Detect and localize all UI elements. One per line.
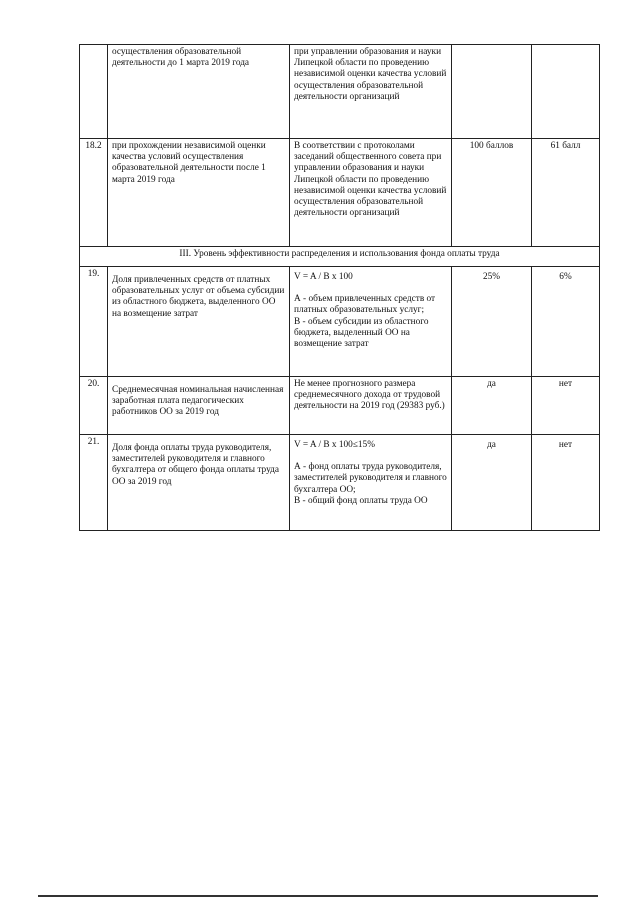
indicator-cell: осуществления образовательной деятельности до 1 марта 2019 года bbox=[108, 45, 290, 139]
target-cell: да bbox=[452, 435, 532, 531]
method-cell bbox=[290, 435, 452, 531]
table-row bbox=[80, 377, 600, 435]
target-cell: да bbox=[452, 377, 532, 435]
indicator-cell: Доля привлеченных средств от платных образовательных услуг от объема субсидии из областного бюджета, выделенного ОО на возмещение затрат bbox=[108, 267, 290, 377]
method-formula: V = A / B x 100 bbox=[294, 272, 353, 282]
method-line: А - объем привлеченных средств от платных образовательных услуг; bbox=[294, 294, 436, 316]
section-heading: III. Уровень эффективности распределения и использования фонда оплаты труда bbox=[80, 247, 600, 267]
method-line: В - общий фонд оплаты труда ОО bbox=[294, 495, 428, 506]
method-cell bbox=[290, 267, 452, 377]
actual-cell: нет bbox=[532, 377, 600, 435]
actual-cell: 61 балл bbox=[532, 139, 600, 247]
row-number: 18.2 bbox=[80, 139, 108, 247]
row-number: 21. bbox=[80, 435, 108, 531]
target-cell: 100 баллов bbox=[452, 139, 532, 247]
method-cell bbox=[290, 377, 452, 435]
indicator-cell: Среднемесячная номинальная начисленная заработная плата педагогических работников ОО за 2019 год bbox=[108, 377, 290, 435]
page-bottom-rule bbox=[38, 895, 598, 897]
table-row bbox=[80, 435, 600, 531]
actual-cell bbox=[532, 45, 600, 139]
method-line: при управлении образования и науки Липецкой области по проведению независимой оценки качества условий осуществления образовательной деятельности организаций bbox=[294, 47, 447, 102]
actual-cell: нет bbox=[532, 435, 600, 531]
table-row bbox=[80, 45, 600, 139]
row-number bbox=[80, 45, 108, 139]
method-line: Не менее прогнозного размера среднемесячного дохода от трудовой деятельности на 2019 год (29383 руб.) bbox=[294, 379, 445, 412]
method-spacer bbox=[294, 283, 447, 294]
actual-cell: 6% bbox=[532, 267, 600, 377]
target-cell: 25% bbox=[452, 267, 532, 377]
indicators-table bbox=[79, 44, 600, 531]
section-row bbox=[80, 247, 600, 267]
method-formula: V = A / B x 100≤15% bbox=[294, 440, 375, 450]
indicator-cell: при прохождении независимой оценки качества условий осуществления образовательной деятельности после 1 марта 2019 года bbox=[108, 139, 290, 247]
method-cell bbox=[290, 139, 452, 247]
row-number: 20. bbox=[80, 377, 108, 435]
indicator-cell: Доля фонда оплаты труда руководителя, заместителей руководителя и главного бухгалтера от общего фонда оплаты труда ОО за 2019 год bbox=[108, 435, 290, 531]
method-line: А - фонд оплаты труда руководителя, заместителей руководителя и главного бухгалтера ОО; bbox=[294, 462, 447, 495]
method-line: В соответствии с протоколами заседаний общественного совета при управлении образования и науки Липецкой области по проведению независимой оценки качества условий осуществления образовательной деятельности организаций bbox=[294, 141, 447, 219]
method-cell bbox=[290, 45, 452, 139]
target-cell bbox=[452, 45, 532, 139]
method-line: В - объем субсидии из областного бюджета, выделенный ОО на возмещение затрат bbox=[294, 316, 429, 350]
method-spacer bbox=[294, 451, 447, 462]
table-row bbox=[80, 139, 600, 247]
row-number: 19. bbox=[80, 267, 108, 377]
table-row bbox=[80, 267, 600, 377]
